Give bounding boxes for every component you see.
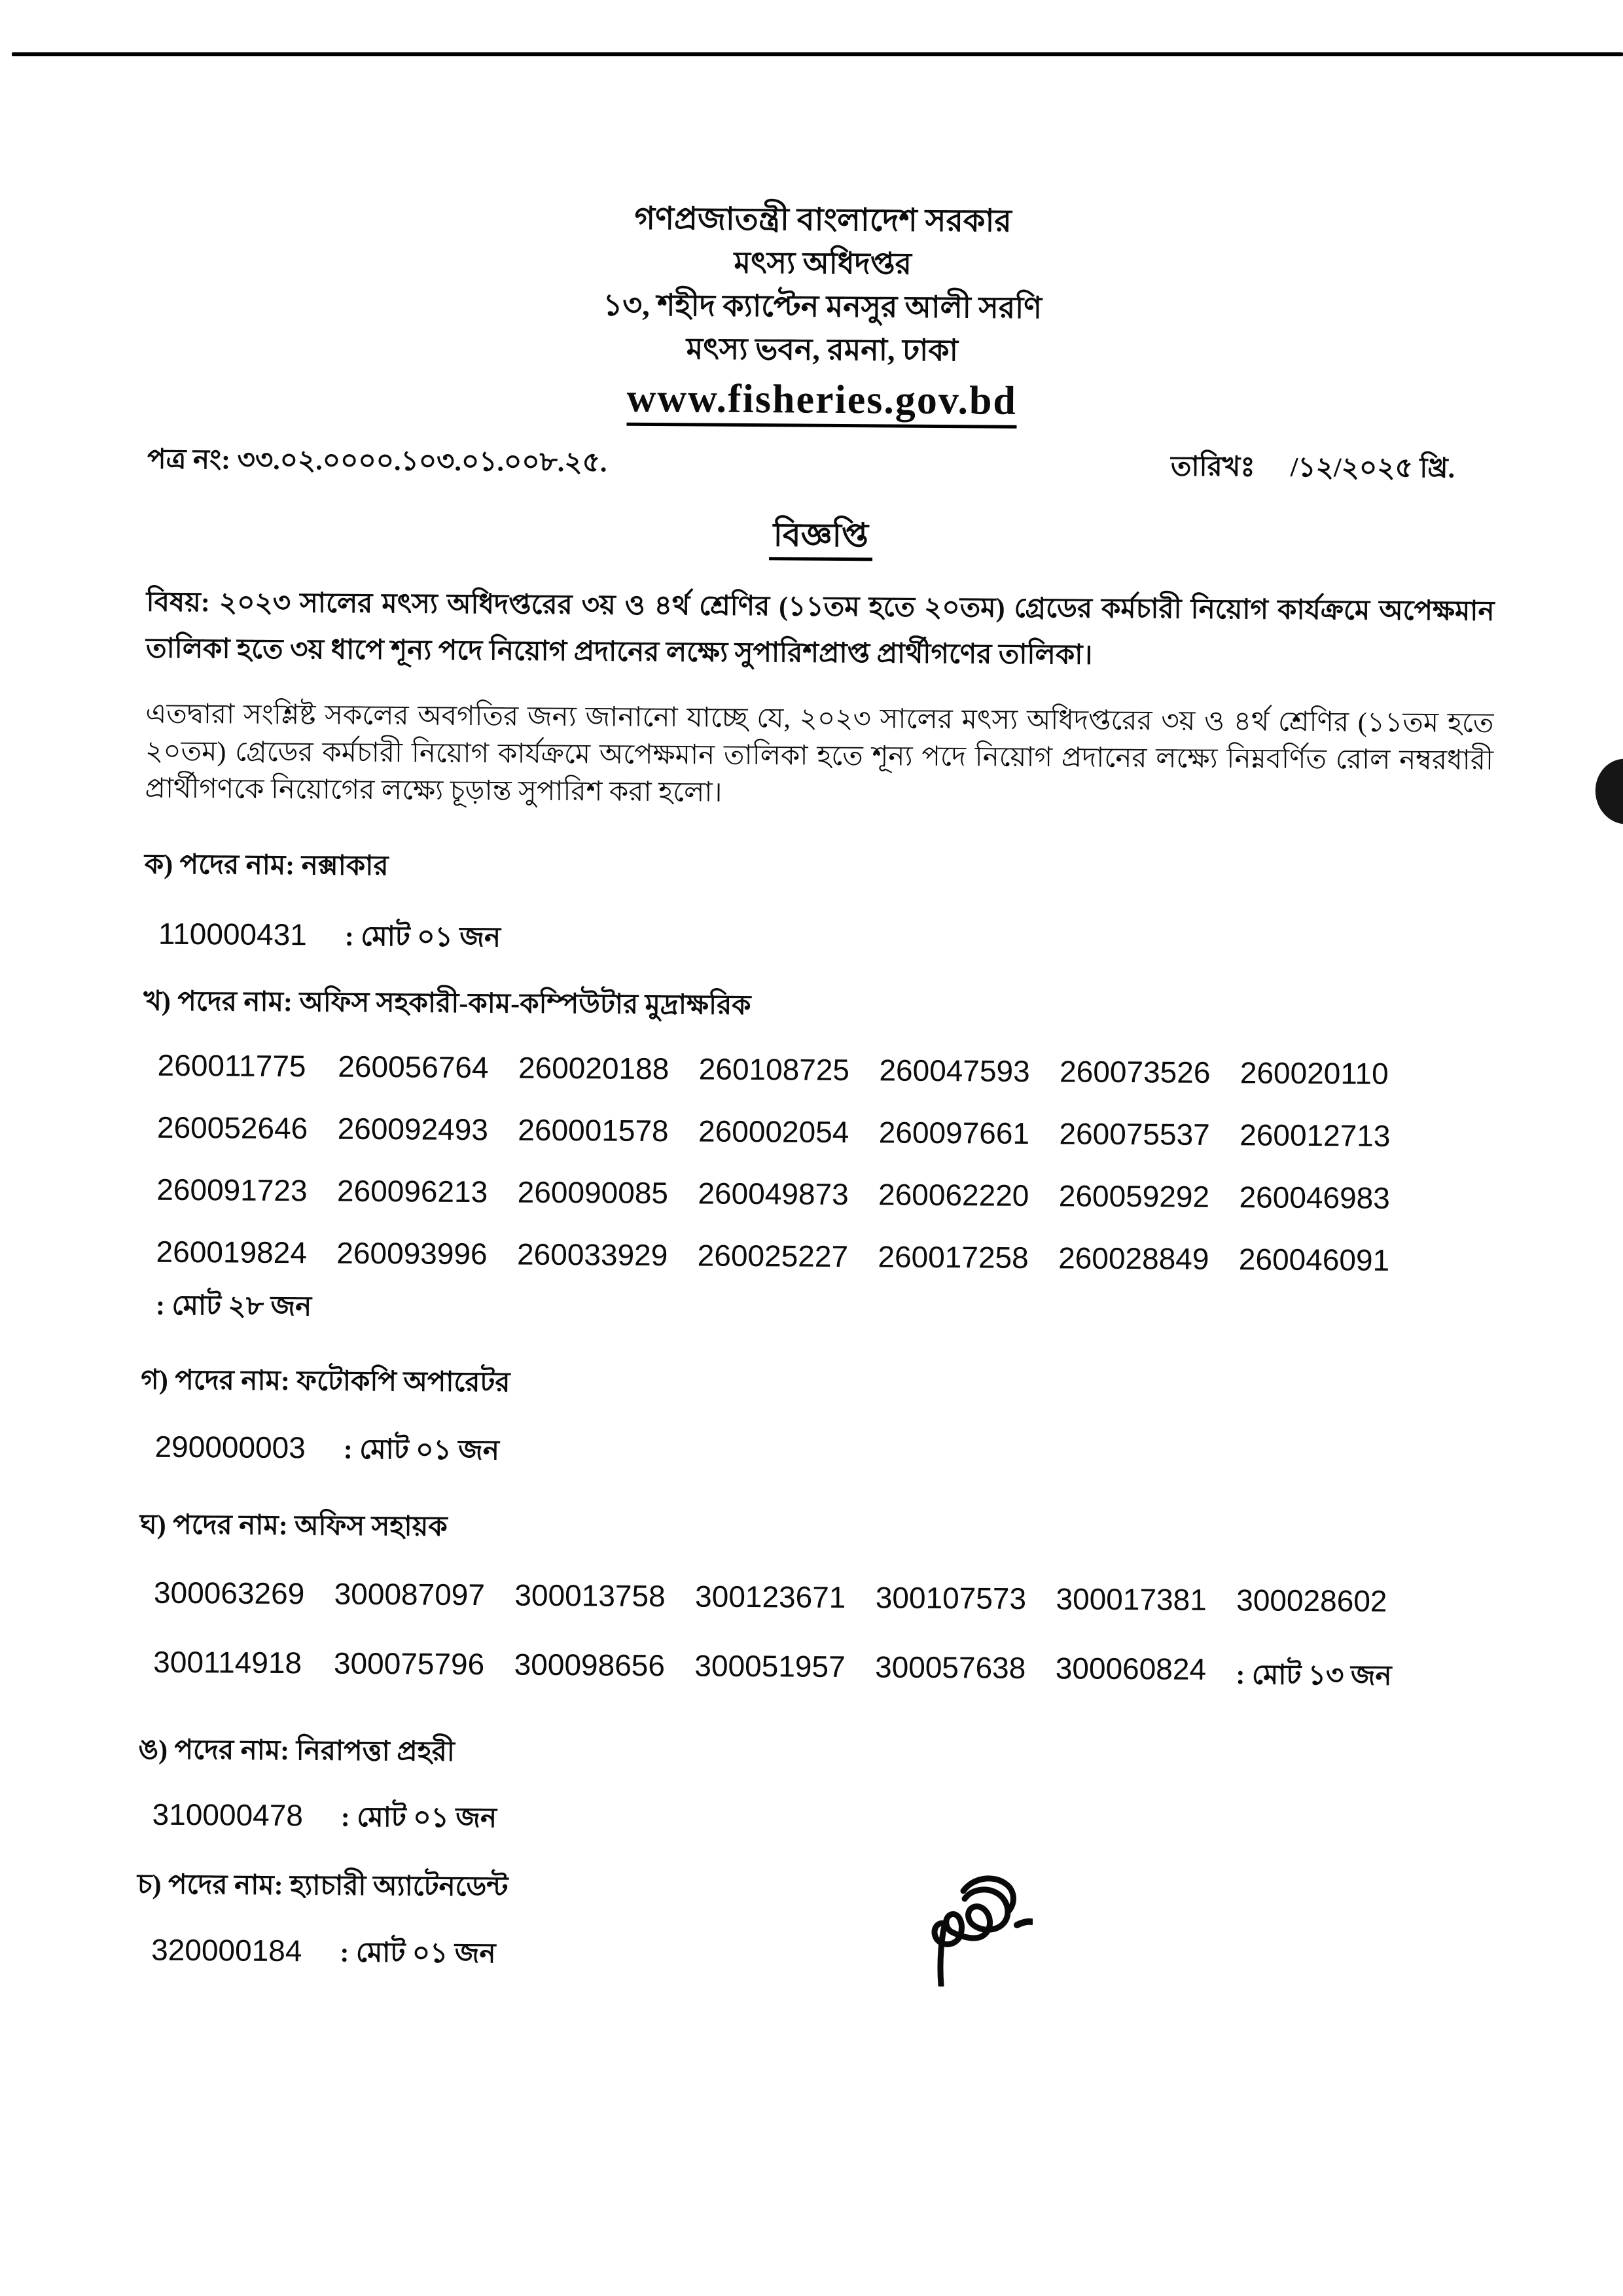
section-cha-total: : মোট ০১ জন [340,1937,496,1969]
roll-number: 260108725 [698,1051,850,1087]
roll-number: 300107573 [875,1580,1027,1616]
roll-number: 260052646 [156,1110,308,1146]
section-cha-label: চ) পদের নাম: হ্যাচারী অ্যাটেনডেন্ট [137,1869,508,1903]
body-paragraph: এতদ্বারা সংশ্লিষ্ট সকলের অবগতির জন্য জানানো যাচ্ছে যে, ২০২৩ সালের মৎস্য অধিদপ্তরের ৩য় ও ৪র্থ শ্রেণির (১১তম হতে ২০তম) গ্রেডের কর্মচারী নিয়োগ কার্যক্রমে অপেক্ষমান তালিকা হতে শূন্য পদে নিয়োগ প্রদানের লক্ষ্যে নিম্নবর্ণিত রোল নম্বরধারী প্রার্থীগণকে নিয়োগের লক্ষ্যে চূড়ান্ত সুপারিশ করা হলো। [145,699,1494,808]
date-value: /১২/২০২৫ খ্রি. [1290,452,1455,484]
roll-number: 300057638 [874,1650,1026,1686]
department-name: মৎস্য অধিদপ্তর [734,245,912,281]
date-block [1171,450,1496,487]
roll-number: 260011775 [157,1048,306,1084]
government-name: গণপ্রজাতন্ত্রী বাংলাদেশ সরকার [634,201,1012,239]
roll-number: 300013758 [514,1578,666,1614]
subject-line: বিষয়: ২০২৩ সালের মৎস্য অধিদপ্তরের ৩য় ও ৪র্থ শ্রেণির (১১তম হতে ২০তম) গ্রেডের কর্মচারী নিয়োগ কার্যক্রমে অপেক্ষমান তালিকা হতে ৩য় ধাপে শূন্য পদে নিয়োগ প্রদানের লক্ষ্যে সুপারিশপ্রাপ্ত প্রার্থীগণের তালিকা। [145,587,1495,671]
roll-number: 260059292 [1058,1178,1210,1214]
roll-number: 110000431 [158,916,308,952]
roll-number: 260092493 [337,1111,489,1147]
section-ga-total: : মোট ০১ জন [343,1434,500,1466]
section-uma-roll-line [152,1798,1486,1843]
section-kha-label: খ) পদের নাম: অফিস সহকারী-কাম-কম্পিউটার মুদ্রাক্ষরিক [143,986,751,1021]
roll-number: 260001578 [518,1112,669,1148]
roll-number: 290000003 [154,1429,306,1465]
section-uma-label: ঙ) পদের নাম: নিরাপত্তা প্রহরী [138,1735,455,1767]
roll-number: 300087097 [334,1576,486,1612]
roll-number: 260056764 [338,1049,489,1085]
roll-number: 300028602 [1236,1583,1387,1618]
notice-title-wrap [147,510,1495,565]
roll-number: 310000478 [152,1797,304,1833]
address-street: ১৩, শহীদ ক্যাপ্টেন মনসুর আলী সরণি [603,288,1043,325]
roll-number: 300017381 [1056,1581,1207,1617]
roll-number: 260017258 [878,1239,1029,1275]
roll-number: 260073526 [1059,1054,1211,1089]
section-kha-total: : মোট ২৮ জন [155,1290,312,1322]
roll-number: 300060824 [1055,1651,1207,1686]
website-url: www.fisheries.gov.bd [626,376,1017,429]
signature-scribble [921,1862,1033,1987]
roll-number: 300051957 [694,1648,846,1684]
roll-number: 320000184 [151,1932,302,1968]
section-ga-label: গ) পদের নাম: ফটোকপি অপারেটর [141,1365,510,1398]
roll-number: 260020188 [518,1050,669,1086]
roll-number: 300075796 [333,1646,485,1682]
roll-number: 300098656 [514,1647,666,1683]
section-ga-roll-line [154,1430,1488,1475]
roll-number: 260091723 [156,1172,308,1208]
roll-number: 260019824 [156,1234,308,1270]
memo-number: পত্র নং: ৩৩.০২.০০০০.১০৩.০১.০০৮.২৫. [147,444,607,478]
roll-number: 260093996 [336,1235,488,1271]
roll-number: 300063269 [153,1575,305,1611]
section-ka-total: : মোট ০১ জন [344,921,501,953]
roll-number: 260096213 [336,1173,488,1209]
roll-number: 260028849 [1058,1241,1209,1276]
section-gha-total: : মোট ১৩ জন [1236,1660,1392,1691]
roll-number: 260046983 [1239,1180,1390,1215]
date-label: তারিখঃ [1170,451,1255,483]
section-kha-roll-grid [156,1049,1420,1277]
address-city: মৎস্য ভবন, রমনা, ঢাকা [686,332,959,368]
section-ka-roll-line [158,917,1492,962]
roll-number: 300114918 [153,1644,302,1680]
roll-number: 260012713 [1240,1118,1391,1153]
reference-row [147,442,1495,487]
roll-number: 260062220 [878,1177,1029,1213]
roll-number: 260025227 [697,1238,849,1274]
letterhead [147,194,1497,432]
roll-number: 260097661 [878,1115,1030,1151]
notice-title: বিজ্ঞপ্তি [769,514,872,561]
roll-number: 260046091 [1238,1242,1390,1277]
section-kha-total-line [156,1289,1489,1338]
section-uma-total: : মোট ০১ জন [340,1802,497,1834]
section-cha-roll-line [151,1934,1485,1978]
roll-number: 260047593 [879,1053,1030,1089]
section-ka-label: ক) পদের নাম: নক্সাকার [144,849,389,882]
roll-number: 260075537 [1059,1116,1210,1152]
roll-number: 260033929 [516,1237,668,1273]
roll-number: 260049873 [698,1176,849,1212]
roll-number: 260090085 [517,1174,669,1210]
roll-number: 260020110 [1240,1055,1389,1091]
roll-number: 300123671 [694,1579,846,1615]
section-gha-label: ঘ) পদের নাম: অফিস সহায়ক [139,1510,448,1542]
section-gha-roll-grid [153,1576,1417,1701]
roll-number: 260002054 [698,1114,849,1150]
